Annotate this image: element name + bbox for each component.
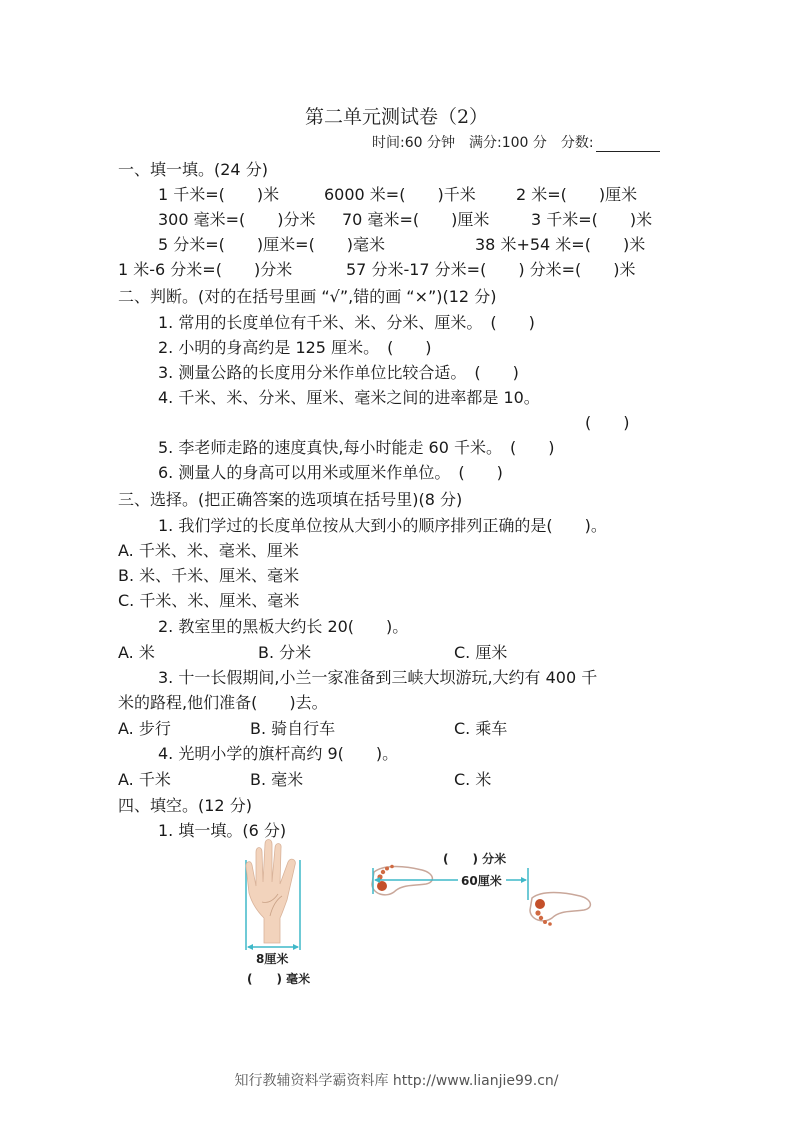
choice-q2-stem: 2. 教室里的黑板大约长 20( )。 — [158, 617, 409, 636]
footer-watermark: 知行教辅资料学霸资料库 http://www.lianjie99.cn/ — [234, 1073, 559, 1089]
judge-item-4-paren: ( ) — [585, 413, 630, 432]
judge-item-5: 5. 李老师走路的速度真快,每小时能走 60 千米。 ( ) — [158, 438, 555, 457]
choice-q1-option-c: C. 千米、米、厘米、毫米 — [118, 591, 300, 610]
choice-q2-option-c: C. 厘米 — [454, 643, 508, 662]
judge-item-4: 4. 千米、米、分米、厘米、毫米之间的进率都是 10。 — [158, 388, 540, 407]
fill-item: 70 毫米=( )厘米 — [342, 210, 490, 229]
choice-q3-option-a: A. 步行 — [118, 719, 171, 738]
section-3-heading: 三、选择。(把正确答案的选项填在括号里)(8 分) — [118, 490, 463, 509]
fill-item: 300 毫米=( )分米 — [158, 210, 316, 229]
judge-item-6: 6. 测量人的身高可以用米或厘米作单位。 ( ) — [158, 463, 503, 482]
choice-q4-option-c: C. 米 — [454, 770, 492, 789]
choice-q2-option-b: B. 分米 — [258, 643, 312, 662]
fill-item: 1 米-6 分米=( )分米 — [118, 260, 293, 279]
exam-meta-text: 时间:60 分钟 满分:100 分 分数: — [372, 135, 594, 151]
fill-item: 38 米+54 米=( )米 — [475, 235, 646, 254]
hand-figure — [238, 838, 310, 953]
fill-item: 2 米=( )厘米 — [516, 185, 638, 204]
judge-item-2: 2. 小明的身高约是 125 厘米。 ( ) — [158, 338, 432, 357]
choice-q1-option-b: B. 米、千米、厘米、毫米 — [118, 566, 300, 585]
choice-q1-stem: 1. 我们学过的长度单位按从大到小的顺序排列正确的是( )。 — [158, 516, 607, 535]
choice-q4-option-b: B. 毫米 — [250, 770, 304, 789]
choice-q4-option-a: A. 千米 — [118, 770, 171, 789]
section-2-heading: 二、判断。(对的在括号里画 “√”,错的画 “×”)(12 分) — [118, 287, 497, 306]
choice-q2-option-a: A. 米 — [118, 643, 155, 662]
feet-answer-label: ( ) 分米 — [443, 852, 507, 866]
choice-q3-option-c: C. 乘车 — [454, 719, 508, 738]
choice-q4-stem: 4. 光明小学的旗杆高约 9( )。 — [158, 744, 399, 763]
section-1-heading: 一、填一填。(24 分) — [118, 160, 268, 179]
feet-measure-label: 60厘米 — [461, 874, 502, 888]
judge-item-3: 3. 测量公路的长度用分米作单位比较合适。 ( ) — [158, 363, 519, 382]
section-4-sub1: 1. 填一填。(6 分) — [158, 821, 287, 840]
hand-measure-label: 8厘米 — [256, 952, 289, 966]
score-blank[interactable] — [596, 137, 660, 152]
fill-item: 1 千米=( )米 — [158, 185, 280, 204]
fill-item: 6000 米=( )千米 — [324, 185, 476, 204]
fill-item: 3 千米=( )米 — [531, 210, 653, 229]
exam-meta — [372, 132, 660, 152]
page-title: 第二单元测试卷（2） — [304, 106, 489, 128]
section-4-heading: 四、填空。(12 分) — [118, 796, 252, 815]
fill-item: 57 分米-17 分米=( ) 分米=( )米 — [346, 260, 636, 279]
choice-q3-stem-line2: 米的路程,他们准备( )去。 — [118, 693, 328, 712]
judge-item-1: 1. 常用的长度单位有千米、米、分米、厘米。 ( ) — [158, 313, 535, 332]
choice-q3-stem-line1: 3. 十一长假期间,小兰一家准备到三峡大坝游玩,大约有 400 千 — [158, 668, 598, 687]
fill-item: 5 分米=( )厘米=( )毫米 — [158, 235, 386, 254]
hand-answer-label: ( ) 毫米 — [247, 972, 311, 986]
choice-q1-option-a: A. 千米、米、毫米、厘米 — [118, 541, 299, 560]
choice-q3-option-b: B. 骑自行车 — [250, 719, 336, 738]
